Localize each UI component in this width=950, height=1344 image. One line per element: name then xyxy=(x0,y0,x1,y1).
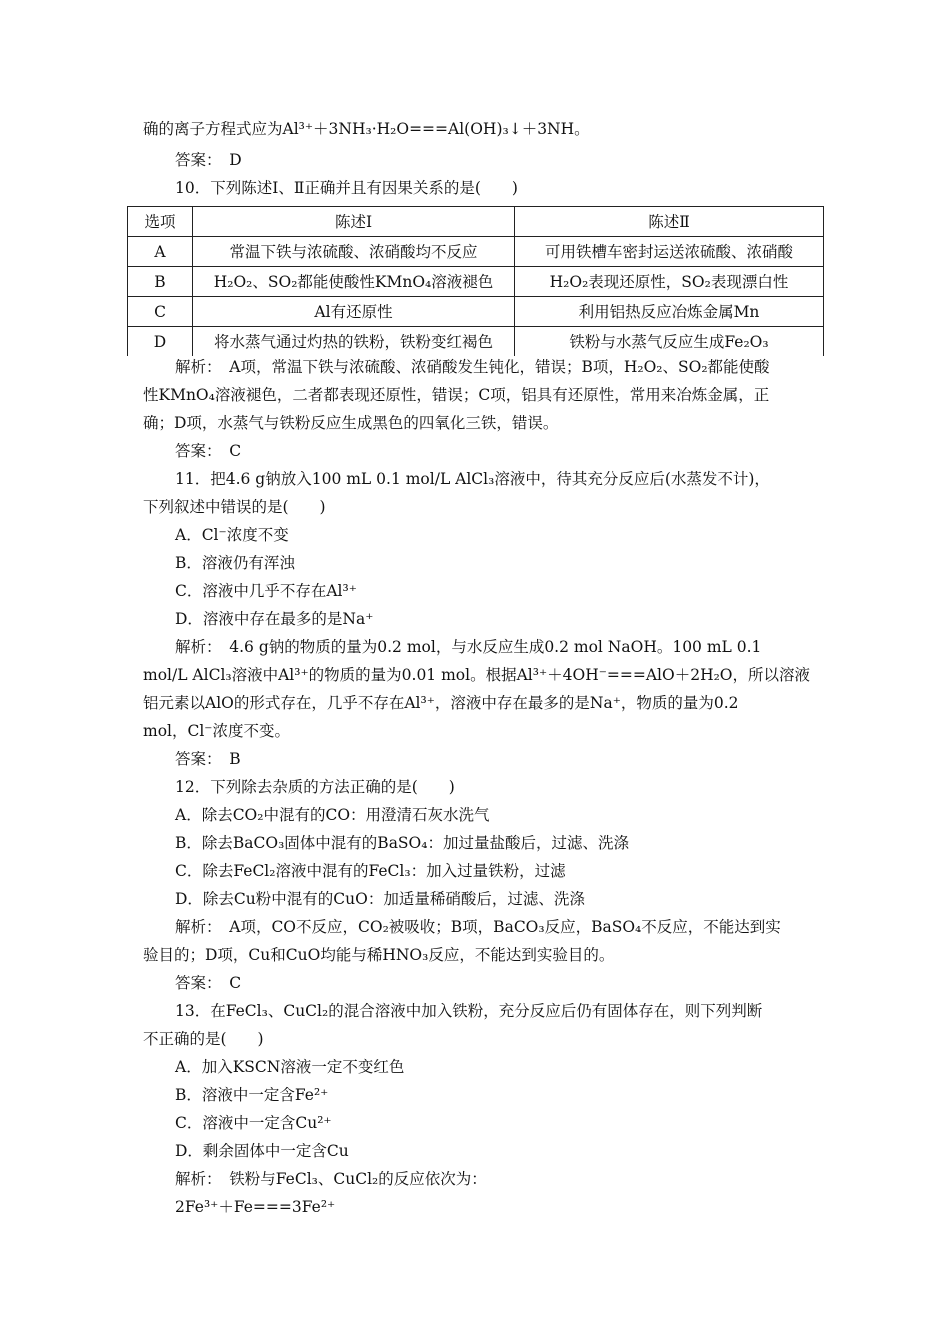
question-11: 11．把4.6 g钠放入100 mL 0.1 mol/L AlCl₃溶液中，待其充分反应后(水蒸发不计)， xyxy=(175,470,770,488)
table-header-cell: 陈述Ⅰ xyxy=(193,207,515,237)
table-cell: C xyxy=(128,297,193,327)
table-cell: 将水蒸气通过灼热的铁粉，铁粉变红褐色 xyxy=(193,327,515,357)
option-line: C．溶液中几乎不存在Al³⁺ xyxy=(175,582,357,600)
question-12: 12．下列除去杂质的方法正确的是( ) xyxy=(175,778,455,796)
table-cell: Al有还原性 xyxy=(193,297,515,327)
question-13: 13．在FeCl₃、CuCl₂的混合溶液中加入铁粉，充分反应后仍有固体存在，则下列判断 xyxy=(175,1002,763,1020)
option-line: A．除去CO₂中混有的CO：用澄清石灰水洗气 xyxy=(175,806,490,824)
question-line: 下列叙述中错误的是( ) xyxy=(143,498,326,516)
table-row xyxy=(128,327,824,357)
question-10: 10．下列陈述Ⅰ、Ⅱ正确并且有因果关系的是( ) xyxy=(175,179,518,197)
question-line: 不正确的是( ) xyxy=(143,1030,264,1048)
table-header-cell: 陈述Ⅱ xyxy=(515,207,824,237)
explanation-line: 确；D项，水蒸气与铁粉反应生成黑色的四氧化三铁，错误。 xyxy=(143,414,559,432)
option-line: D．剩余固体中一定含Cu xyxy=(175,1142,349,1160)
option-line: C．溶液中一定含Cu²⁺ xyxy=(175,1114,332,1132)
explanation-line: mol，Cl⁻浓度不变。 xyxy=(143,722,290,740)
table-cell: H₂O₂表现还原性，SO₂表现漂白性 xyxy=(515,267,824,297)
table-cell: 可用铁槽车密封运送浓硫酸、浓硝酸 xyxy=(515,237,824,267)
table-cell: D xyxy=(128,327,193,357)
equation-line: 2Fe³⁺＋Fe===3Fe²⁺ xyxy=(175,1198,336,1216)
explanation-line: 解析： 铁粉与FeCl₃、CuCl₂的反应依次为： xyxy=(175,1170,487,1188)
option-line: A．Cl⁻浓度不变 xyxy=(175,526,289,544)
table-cell: 利用铝热反应冶炼金属Mn xyxy=(515,297,824,327)
option-line: B．除去BaCO₃固体中混有的BaSO₄：加过量盐酸后，过滤、洗涤 xyxy=(175,834,629,852)
explanation-line: 性KMnO₄溶液褪色，二者都表现还原性，错误；C项，铝具有还原性，常用来冶炼金属，正 xyxy=(143,386,770,404)
table-cell: A xyxy=(128,237,193,267)
table-row xyxy=(128,237,824,267)
table-row xyxy=(128,297,824,327)
explanation-line: mol/L AlCl₃溶液中Al³⁺的物质的量为0.01 mol。根据Al³⁺＋4OH⁻===AlO＋2H₂O，所以溶液 xyxy=(143,666,811,684)
table-cell: 铁粉与水蒸气反应生成Fe₂O₃ xyxy=(515,327,824,357)
table-cell: 常温下铁与浓硫酸、浓硝酸均不反应 xyxy=(193,237,515,267)
explanation-line: 铝元素以AlO的形式存在，几乎不存在Al³⁺，溶液中存在最多的是Na⁺，物质的量为0.2 xyxy=(143,694,739,712)
explanation-line: 验目的；D项，Cu和CuO均能与稀HNO₃反应，不能达到实验目的。 xyxy=(143,946,615,964)
table-header-cell: 选项 xyxy=(128,207,193,237)
statement-table xyxy=(127,206,824,356)
option-line: A．加入KSCN溶液一定不变红色 xyxy=(175,1058,405,1076)
text-line: 确的离子方程式应为Al³⁺＋3NH₃·H₂O===Al(OH)₃↓＋3NH。 xyxy=(143,120,590,138)
table-cell: B xyxy=(128,267,193,297)
option-line: C．除去FeCl₂溶液中混有的FeCl₃：加入过量铁粉，过滤 xyxy=(175,862,566,880)
option-line: D．除去Cu粉中混有的CuO：加适量稀硝酸后，过滤、洗涤 xyxy=(175,890,585,908)
answer-line: 答案： C xyxy=(175,442,242,460)
answer-line: 答案： D xyxy=(175,151,242,169)
explanation-line: 解析： A项，CO不反应，CO₂被吸收；B项，BaCO₃反应，BaSO₄不反应，不能达到实 xyxy=(175,918,781,936)
option-line: B．溶液中一定含Fe²⁺ xyxy=(175,1086,329,1104)
option-line: B．溶液仍有浑浊 xyxy=(175,554,295,572)
explanation-line: 解析： 4.6 g钠的物质的量为0.2 mol，与水反应生成0.2 mol NaOH。100 mL 0.1 xyxy=(175,638,762,656)
answer-line: 答案： C xyxy=(175,974,242,992)
answer-line: 答案： B xyxy=(175,750,241,768)
explanation-line: 解析： A项，常温下铁与浓硫酸、浓硝酸发生钝化，错误；B项，H₂O₂、SO₂都能使酸 xyxy=(175,358,770,376)
option-line: D．溶液中存在最多的是Na⁺ xyxy=(175,610,374,628)
table-row xyxy=(128,267,824,297)
table-cell: H₂O₂、SO₂都能使酸性KMnO₄溶液褪色 xyxy=(193,267,515,297)
table-header-row xyxy=(128,207,824,237)
